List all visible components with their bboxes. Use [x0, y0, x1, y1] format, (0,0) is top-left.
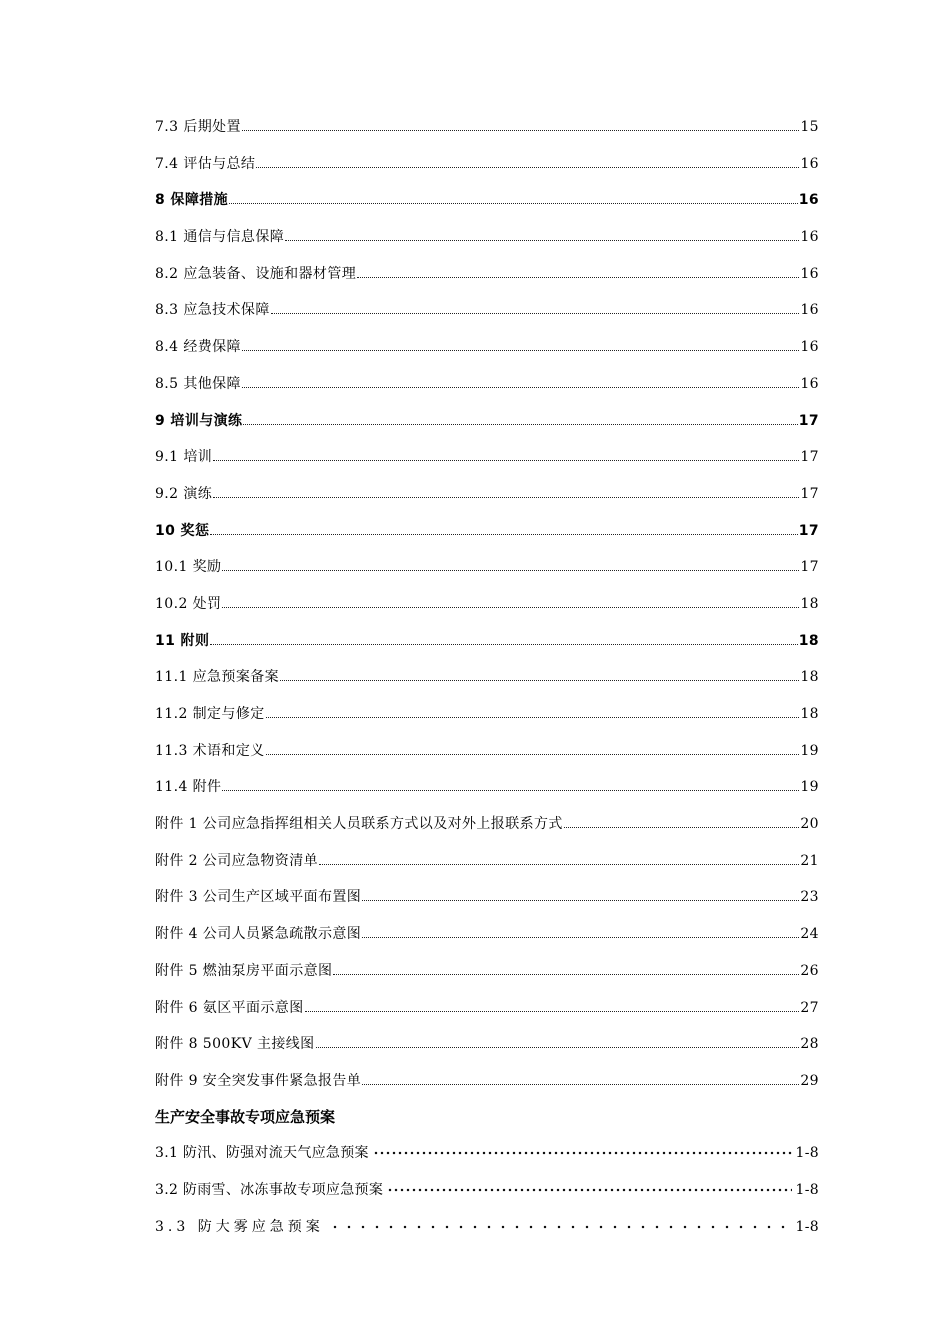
dot-leader — [210, 634, 797, 645]
toc-entry-title: 7.4 评估与总结 — [155, 155, 256, 172]
toc-entry-page: 17 — [800, 485, 819, 502]
plan-entry-title: 3.2 防雨雪、冰冻事故专项应急预案 — [155, 1182, 384, 1198]
toc-entry-page: 18 — [800, 669, 819, 686]
toc-entry[interactable] — [155, 116, 819, 153]
toc-entry-title: 10.1 奖励 — [155, 559, 222, 576]
toc-entry-page: 19 — [800, 779, 819, 796]
dot-leader — [285, 230, 799, 241]
toc-entry-title: 8.5 其他保障 — [155, 375, 241, 392]
toc-entry-title: 8.2 应急装备、设施和器材管理 — [155, 265, 357, 282]
dot-leader — [373, 1149, 792, 1157]
toc-entry-title: 7.3 后期处置 — [155, 119, 241, 135]
dot-leader — [266, 744, 800, 755]
toc-entry-page: 16 — [800, 339, 819, 356]
toc-entry-page: 16 — [800, 229, 819, 246]
toc-entry-page: 24 — [800, 926, 819, 943]
dot-leader — [328, 1223, 792, 1231]
dot-leader — [242, 340, 799, 351]
dot-leader — [243, 414, 797, 425]
toc-entry[interactable] — [155, 1033, 819, 1070]
dot-leader — [256, 157, 799, 168]
plan-entry-page: 1-8 — [795, 1219, 819, 1235]
dot-leader — [222, 597, 799, 608]
toc-entry-title: 附件 2 公司应急物资清单 — [155, 852, 319, 869]
dot-leader — [387, 1186, 791, 1194]
toc-entry[interactable] — [155, 556, 819, 593]
toc-entry-page: 17 — [800, 449, 819, 466]
toc-entry-page: 16 — [800, 302, 819, 319]
toc-entry-page: 15 — [800, 119, 819, 135]
dot-leader — [213, 450, 799, 461]
dot-leader — [280, 670, 799, 681]
dot-leader — [271, 303, 800, 314]
toc-entry[interactable] — [155, 263, 819, 300]
toc-entry-title: 9.1 培训 — [155, 449, 213, 466]
toc-entry[interactable] — [155, 446, 819, 483]
toc-entry[interactable] — [155, 299, 819, 336]
plan-entry-title: 3.3 防大雾应急预案 — [155, 1219, 324, 1235]
toc-entry-title: 8 保障措施 — [155, 192, 229, 209]
toc-entry-page: 18 — [800, 595, 819, 612]
toc-entry[interactable] — [155, 1070, 819, 1107]
toc-chapter-entry[interactable] — [155, 189, 819, 226]
dot-leader — [362, 1074, 799, 1085]
toc-entry[interactable] — [155, 886, 819, 923]
toc-entry-title: 附件 6 氨区平面示意图 — [155, 999, 304, 1016]
toc-entry[interactable] — [155, 226, 819, 263]
toc-entry-page: 19 — [800, 742, 819, 759]
dot-leader — [242, 377, 799, 388]
toc-entry-title: 10 奖惩 — [155, 522, 210, 539]
toc-entry-page: 18 — [800, 706, 819, 722]
dot-leader — [210, 524, 797, 535]
special-plans-list — [155, 1142, 819, 1253]
toc-entry-title: 11.1 应急预案备案 — [155, 669, 280, 686]
toc-chapter-entry[interactable] — [155, 410, 819, 447]
toc-entry[interactable] — [155, 336, 819, 373]
dot-leader — [242, 120, 799, 131]
toc-entry-page: 16 — [800, 265, 819, 282]
toc-chapter-entry[interactable] — [155, 630, 819, 667]
dot-leader — [222, 560, 799, 571]
toc-entry-title: 11.3 术语和定义 — [155, 742, 265, 759]
toc-entry-page: 17 — [798, 412, 819, 429]
toc-entry-title: 8.4 经费保障 — [155, 339, 241, 356]
plan-entry[interactable] — [155, 1142, 819, 1179]
toc-entry-title: 11.4 附件 — [155, 779, 222, 796]
toc-entry[interactable] — [155, 997, 819, 1034]
toc-entry-title: 附件 4 公司人员紧急疏散示意图 — [155, 926, 362, 943]
dot-leader — [316, 1037, 800, 1048]
plan-entry[interactable] — [155, 1179, 819, 1216]
dot-leader — [564, 817, 800, 828]
toc-entry-title: 9 培训与演练 — [155, 412, 243, 429]
toc-entry-page: 18 — [798, 632, 819, 649]
toc-entry-page: 28 — [800, 1036, 819, 1053]
toc-entry[interactable] — [155, 960, 819, 997]
special-plans-heading: 生产安全事故专项应急预案 — [155, 1108, 336, 1126]
toc-entry-title: 附件 1 公司应急指挥组相关人员联系方式以及对外上报联系方式 — [155, 816, 563, 833]
plan-entry-title: 3.1 防汛、防强对流天气应急预案 — [155, 1145, 369, 1161]
toc-entry-page: 17 — [800, 559, 819, 576]
dot-leader — [333, 964, 799, 975]
toc-entry-page: 17 — [798, 522, 819, 539]
toc-entry[interactable] — [155, 776, 819, 813]
toc-entry-page: 29 — [800, 1072, 819, 1089]
dot-leader — [229, 193, 798, 204]
plan-entry-page: 1-8 — [795, 1182, 819, 1198]
toc-chapter-entry[interactable] — [155, 520, 819, 557]
toc-entry[interactable] — [155, 923, 819, 960]
toc-entry[interactable] — [155, 850, 819, 887]
toc-entry-page: 26 — [800, 962, 819, 979]
toc-entry[interactable] — [155, 740, 819, 777]
toc-entry-page: 21 — [800, 852, 819, 869]
toc-entry[interactable] — [155, 483, 819, 520]
dot-leader — [357, 267, 799, 278]
dot-leader — [222, 780, 799, 791]
toc-entry-page: 20 — [800, 816, 819, 833]
toc-entry-page: 16 — [798, 192, 819, 209]
table-of-contents — [155, 116, 819, 1107]
toc-entry-page: 23 — [800, 889, 819, 906]
toc-entry-title: 8.1 通信与信息保障 — [155, 229, 285, 246]
toc-entry-title: 附件 9 安全突发事件紧急报告单 — [155, 1072, 362, 1089]
toc-entry-title: 附件 8 500KV 主接线图 — [155, 1036, 315, 1053]
dot-leader — [305, 1001, 800, 1012]
toc-entry[interactable] — [155, 813, 819, 850]
toc-entry-title: 附件 5 燃油泵房平面示意图 — [155, 962, 333, 979]
plan-entry-page: 1-8 — [795, 1145, 819, 1161]
plan-entry[interactable] — [155, 1216, 819, 1253]
toc-entry-title: 8.3 应急技术保障 — [155, 302, 270, 319]
dot-leader — [362, 890, 799, 901]
toc-entry[interactable] — [155, 593, 819, 630]
dot-leader — [213, 487, 799, 498]
toc-entry-page: 16 — [800, 155, 819, 172]
toc-entry-title: 附件 3 公司生产区域平面布置图 — [155, 889, 362, 906]
dot-leader — [362, 927, 799, 938]
toc-entry-page: 27 — [800, 999, 819, 1016]
toc-entry[interactable] — [155, 153, 819, 190]
toc-entry-title: 10.2 处罚 — [155, 595, 222, 612]
toc-entry-page: 16 — [800, 375, 819, 392]
toc-entry[interactable] — [155, 666, 819, 703]
toc-entry-title: 9.2 演练 — [155, 485, 213, 502]
toc-entry[interactable] — [155, 703, 819, 740]
toc-entry[interactable] — [155, 373, 819, 410]
dot-leader — [319, 854, 799, 865]
dot-leader — [266, 707, 800, 718]
toc-entry-title: 11 附则 — [155, 632, 210, 649]
toc-entry-title: 11.2 制定与修定 — [155, 706, 265, 722]
